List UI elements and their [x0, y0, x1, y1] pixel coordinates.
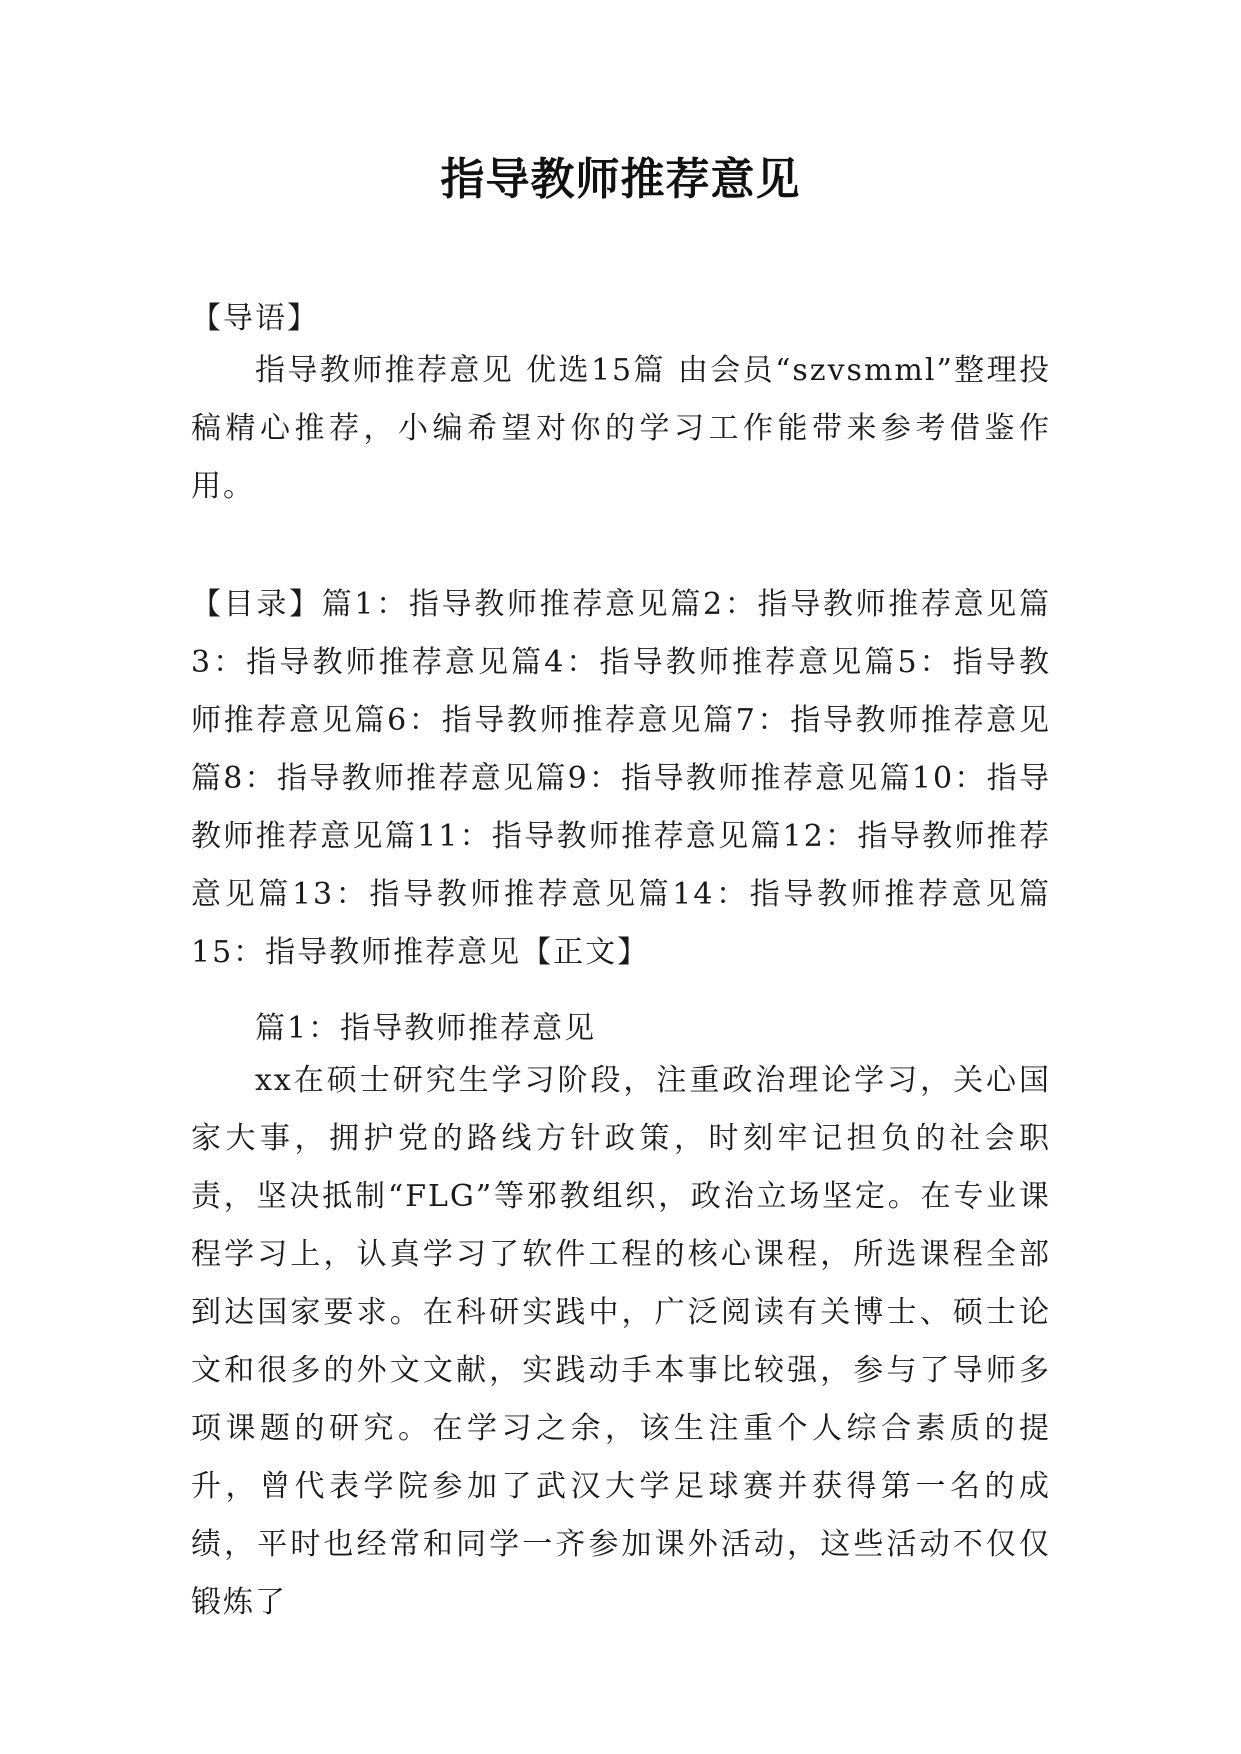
- document-title: 指导教师推荐意见: [440, 154, 801, 205]
- guide-paragraph: 指导教师推荐意见 优选15篇 由会员“szvsmml”整理投稿精心推荐，小编希望对你的学习工作能带来参考借鉴作用。: [191, 353, 1051, 504]
- table-of-contents: 【目录】篇1：指导教师推荐意见篇2：指导教师推荐意见篇3：指导教师推荐意见篇4：指导教师推荐意见篇5：指导教师推荐意见篇6：指导教师推荐意见篇7：指导教师推荐意见篇8：指导教师推荐意见篇9：指导教师推荐意见篇10：指导教师推荐意见篇11：指导教师推荐意见篇12：指导教师推荐意见篇13：指导教师推荐意见篇14：指导教师推荐意见篇15：指导教师推荐意见【正文】: [191, 587, 1051, 970]
- section-heading: 篇1：指导教师推荐意见: [255, 1011, 597, 1046]
- section-body: xx在硕士研究生学习阶段，注重政治理论学习，关心国家大事，拥护党的路线方针政策，时刻牢记担负的社会职责，坚决抵制“FLG”等邪教组织，政治立场坚定。在专业课程学习上，认真学习了软件工程的核心课程，所选课程全部到达国家要求。在科研实践中，广泛阅读有关博士、硕士论文和很多的外文文献，实践动手本事比较强，参与了导师多项课题的研究。在学习之余，该生注重个人综合素质的提升，曾代表学院参加了武汉大学足球赛并获得第一名的成绩，平时也经常和同学一齐参加课外活动，这些活动不仅仅锻炼了: [191, 1063, 1051, 1620]
- guide-label: 【导语】: [191, 301, 319, 336]
